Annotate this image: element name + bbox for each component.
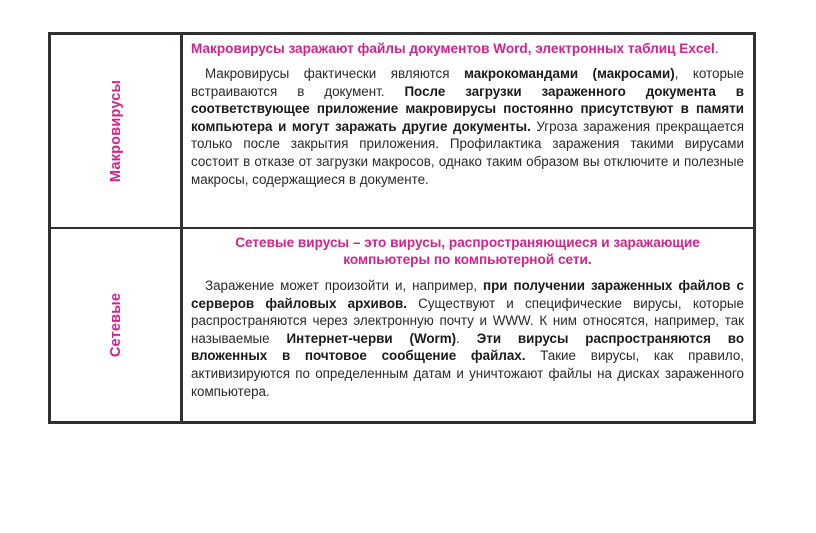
category-cell-macro <box>51 35 183 229</box>
paragraph-macro-t3: Угроза заражения прекращается только после закрытия приложения. Профилактика заражения такими вирусами состоит в отказе от загрузки макросов, однако таким образом вы отключите и полезные макросы, содержащиеся в документе. <box>191 118 744 187</box>
category-label-network: Сетевые <box>107 292 124 358</box>
paragraph-network-t2: Существуют и специфические вирусы, которые распространяются через электронную почту и WWW. К ним относятся, например, так называемые <box>191 295 744 346</box>
paragraph-macro <box>191 65 744 188</box>
heading-network: Сетевые вирусы – это вирусы, распространяющиеся и заражающие компьютеры по компьютерной сети. <box>235 235 700 267</box>
paragraph-network-t3: . <box>456 330 477 346</box>
paragraph-macro-b1: макрокомандами (макросами) <box>463 66 675 81</box>
heading-macro-period: . <box>714 41 719 56</box>
category-cell-network <box>51 229 183 421</box>
description-cell-macro <box>183 35 753 229</box>
paragraph-network-b1: при получении зараженных файлов с серверов файловых архивов. <box>191 278 744 311</box>
paragraph-network-b3: Эти вирусы распространяются во вложенных в почтовое сообщение файлах. <box>191 330 745 364</box>
description-cell-network <box>183 229 753 421</box>
heading-macro-text: Макровирусы заражают файлы документов Word, электронных таблиц Excel <box>191 41 715 56</box>
paragraph-macro-t1: Макровирусы фактически являются <box>205 66 464 81</box>
paragraph-network <box>191 277 744 400</box>
virus-types-table <box>48 32 756 424</box>
heading-macro <box>191 40 744 57</box>
category-label-macro: Макровирусы <box>107 79 124 183</box>
paragraph-macro-t2: , которые встраиваются в документ. <box>191 66 745 99</box>
paragraph-macro-b2: После загрузки зараженного документа в соответствующее приложение макровирусы постоянно присутствуют в памяти компьютера и могут заражать другие документы. <box>191 83 745 134</box>
paragraph-network-t1: Заражение может произойти и, например, <box>205 278 483 293</box>
paragraph-network-b2: Интернет-черви (Worm) <box>286 330 457 346</box>
paragraph-network-t4: Такие вирусы, как правило, активизируются по определенным датам и уничтожают файлы на дисках зараженного компьютера. <box>191 348 744 399</box>
